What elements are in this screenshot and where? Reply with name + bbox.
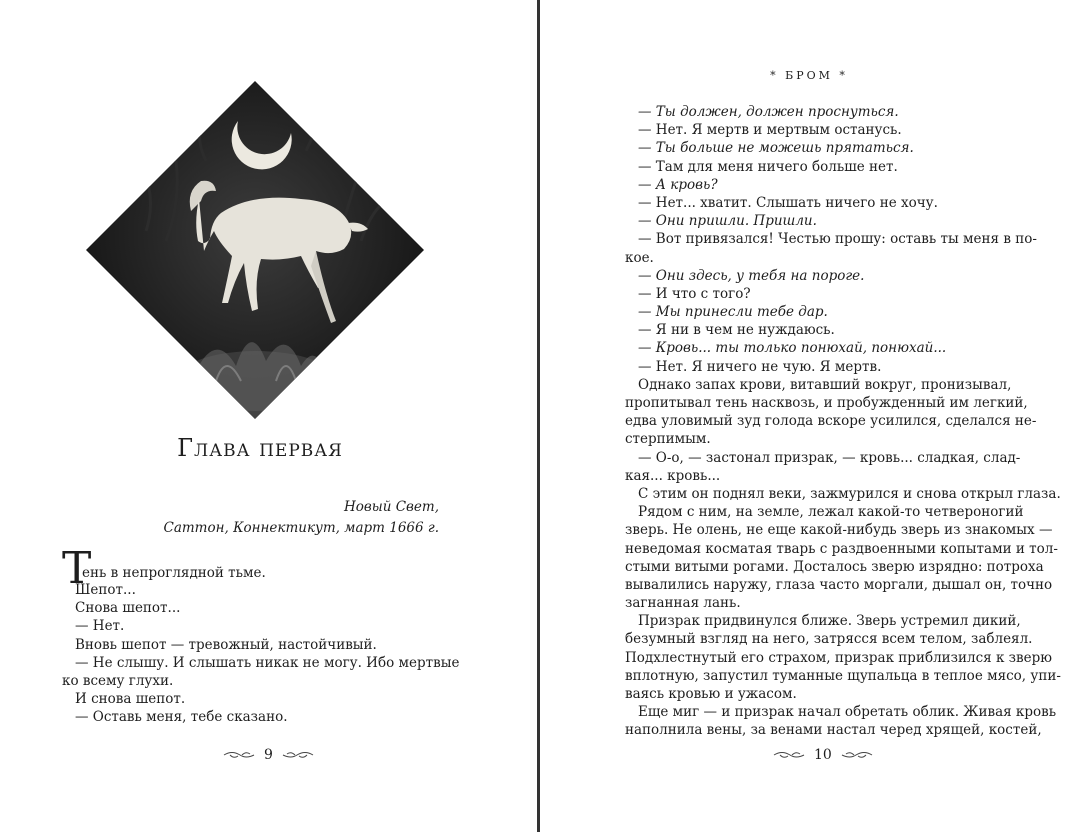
place-line-1: Новый Свет, bbox=[343, 499, 439, 515]
text-line: Однако запах крови, витавший вокруг, пронизывал, bbox=[638, 376, 1012, 393]
text-line: неведомая косматая тварь с раздвоенными копытами и тол- bbox=[625, 540, 1058, 557]
text-line: ко всему глухи. bbox=[62, 672, 174, 689]
text-line: едва уловимый зуд голода вскоре усилился, сделался не- bbox=[625, 413, 1037, 430]
text-line: Шепот... bbox=[75, 582, 136, 598]
text-line: — Я ни в чем не нуждаюсь. bbox=[638, 322, 835, 339]
text-line: Еще миг — и призрак начал обретать облик. Живая кровь bbox=[638, 704, 1057, 721]
text-line: — Нет... хватит. Слышать ничего не хочу. bbox=[638, 194, 938, 211]
text-line: Вновь шепот — тревожный, настойчивый. bbox=[75, 636, 377, 653]
text-line: вплотную, запустил туманные щупальца в теплое мясо, упи- bbox=[625, 667, 1061, 684]
chapter-epigraph-place bbox=[163, 497, 439, 539]
text-line: кое. bbox=[625, 249, 654, 266]
text-line: — Нет. Я ничего не чую. Я мертв. bbox=[638, 358, 882, 375]
left-page-body bbox=[62, 543, 460, 727]
drop-cap: Т bbox=[62, 543, 92, 594]
text-line: — А кровь? bbox=[638, 176, 718, 193]
text-line: — Нет. bbox=[75, 618, 125, 635]
left-page bbox=[0, 0, 537, 832]
text-line: — Там для меня ничего больше нет. bbox=[638, 158, 898, 175]
first-line-text: ень в непроглядной тьме. bbox=[82, 565, 266, 581]
text-line: — Нет. Я мертв и мертвым останусь. bbox=[638, 122, 902, 139]
text-line: — Не слышу. И слышать никак не могу. Ибо мертвые bbox=[75, 654, 460, 671]
left-page-footer bbox=[222, 744, 315, 766]
text-line: — Ты должен, должен проснуться. bbox=[638, 104, 899, 120]
text-line: ваясь кровью и ужасом. bbox=[625, 686, 797, 702]
place-line-2: Саттон, Коннектикут, март 1666 г. bbox=[163, 520, 439, 536]
text-line: С этим он поднял веки, зажмурился и снова открыл глаза. bbox=[638, 485, 1061, 502]
text-line: зверь. Не олень, не еще какой-нибудь зверь из знакомых — bbox=[625, 522, 1053, 539]
text-line: стыми витыми рогами. Досталось зверю изрядно: потроха bbox=[625, 558, 1044, 575]
text-line: Рядом с ним, на земле, лежал какой-то четвероногий bbox=[638, 504, 1024, 521]
text-line: — Ты больше не можешь прятаться. bbox=[638, 140, 914, 157]
text-line: И снова шепот. bbox=[75, 691, 186, 708]
text-line: — Они пришли. Пришли. bbox=[638, 213, 817, 230]
flourish-right-icon bbox=[840, 748, 874, 762]
text-line: — Они здесь, у тебя на пороге. bbox=[638, 267, 865, 284]
text-line: Призрак придвинулся ближе. Зверь устремил дикий, bbox=[638, 613, 1021, 630]
text-line: пропитывал тень насквозь, и пробужденный им легкий, bbox=[625, 395, 1028, 411]
running-head: * БРОМ * bbox=[770, 69, 848, 82]
flourish-right-icon bbox=[281, 748, 315, 762]
text-line: стерпимым. bbox=[625, 431, 711, 448]
text-line: загнанная лань. bbox=[625, 595, 741, 612]
flourish-left-icon bbox=[222, 748, 256, 762]
text-line: — Мы принесли тебе дар. bbox=[638, 304, 828, 321]
text-line: наполнила вены, за венами настал черед хрящей, костей, bbox=[625, 722, 1042, 739]
page-number-right: 10 bbox=[814, 747, 832, 763]
text-line: — И что с того? bbox=[638, 285, 751, 302]
text-line: — Вот привязался! Честью прошу: оставь ты меня в по- bbox=[638, 231, 1037, 248]
text-line: безумный взгляд на него, затрясся всем телом, заблеял. bbox=[625, 631, 1033, 648]
text-line: — Оставь меня, тебе сказано. bbox=[75, 709, 288, 726]
page-number-left: 9 bbox=[264, 747, 273, 763]
right-page-body bbox=[625, 103, 1061, 740]
text-line: Подхлестнутый его страхом, призрак приблизился к зверю bbox=[625, 649, 1053, 666]
chapter-title bbox=[0, 434, 520, 462]
right-page-footer bbox=[772, 744, 874, 766]
text-line: — О-о, — застонал призрак, — кровь... сладкая, слад- bbox=[638, 449, 1021, 466]
right-page bbox=[540, 0, 1078, 832]
text-line: Снова шепот... bbox=[75, 600, 181, 617]
text-line: кая... кровь... bbox=[625, 467, 721, 484]
chapter-illustration bbox=[86, 81, 424, 419]
flourish-left-icon bbox=[772, 748, 806, 762]
text-line: — Кровь... ты только понюхай, понюхай... bbox=[638, 340, 947, 357]
chapter-title-text: Глава первая bbox=[177, 434, 343, 462]
text-line: вывалились наружу, глаза часто моргали, дышал он, точно bbox=[625, 576, 1053, 593]
